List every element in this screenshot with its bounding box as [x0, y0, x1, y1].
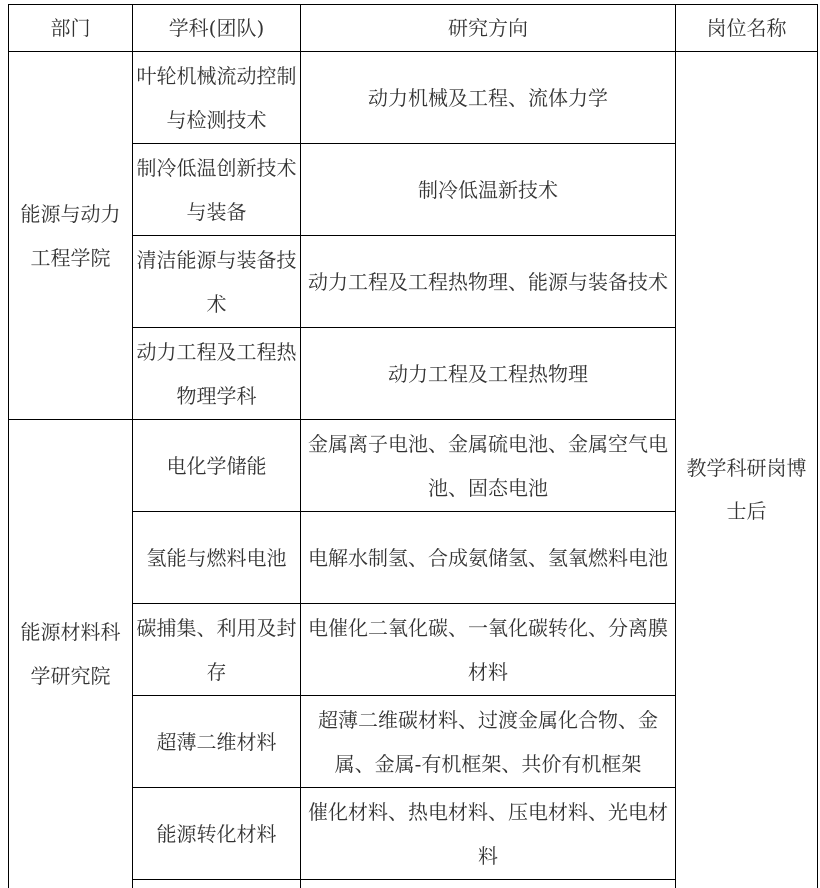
table-row: [9, 52, 818, 144]
direction-cell: 催化材料、热电材料、压电材料、光电材料: [301, 788, 676, 880]
discipline-cell: 电化学储能: [133, 420, 301, 512]
discipline-cell: 能源转化材料: [133, 788, 301, 880]
header-position: 岗位名称: [676, 5, 818, 52]
header-dept: 部门: [9, 5, 133, 52]
dept-cell: 能源与动力工程学院: [9, 52, 133, 420]
discipline-cell: 超薄二维材料: [133, 696, 301, 788]
direction-cell: 动力机械及工程、流体力学: [301, 52, 676, 144]
direction-cell: 动力工程及工程热物理、能源与装备技术: [301, 236, 676, 328]
direction-cell: 动力工程及工程热物理: [301, 328, 676, 420]
discipline-cell-continued: [133, 880, 301, 888]
direction-cell: 制冷低温新技术: [301, 144, 676, 236]
dept-cell: 能源材料科学研究院: [9, 420, 133, 888]
header-direction: 研究方向: [301, 5, 676, 52]
header-discipline: 学科(团队): [133, 5, 301, 52]
recruitment-table: [8, 4, 818, 888]
direction-cell-continued: [301, 880, 676, 888]
direction-cell: 电解水制氢、合成氨储氢、氢氧燃料电池: [301, 512, 676, 604]
direction-cell: 金属离子电池、金属硫电池、金属空气电池、固态电池: [301, 420, 676, 512]
header-row: [9, 5, 818, 52]
discipline-cell: 氢能与燃料电池: [133, 512, 301, 604]
position-cell: [676, 52, 818, 888]
discipline-cell: 制冷低温创新技术与装备: [133, 144, 301, 236]
discipline-cell: 叶轮机械流动控制与检测技术: [133, 52, 301, 144]
discipline-cell: 动力工程及工程热物理学科: [133, 328, 301, 420]
discipline-cell: 碳捕集、利用及封存: [133, 604, 301, 696]
discipline-cell: 清洁能源与装备技术: [133, 236, 301, 328]
direction-cell: 电催化二氧化碳、一氧化碳转化、分离膜材料: [301, 604, 676, 696]
direction-cell: 超薄二维碳材料、过渡金属化合物、金属、金属-有机框架、共价有机框架: [301, 696, 676, 788]
position-name: 教学科研岗博士后: [686, 456, 807, 523]
